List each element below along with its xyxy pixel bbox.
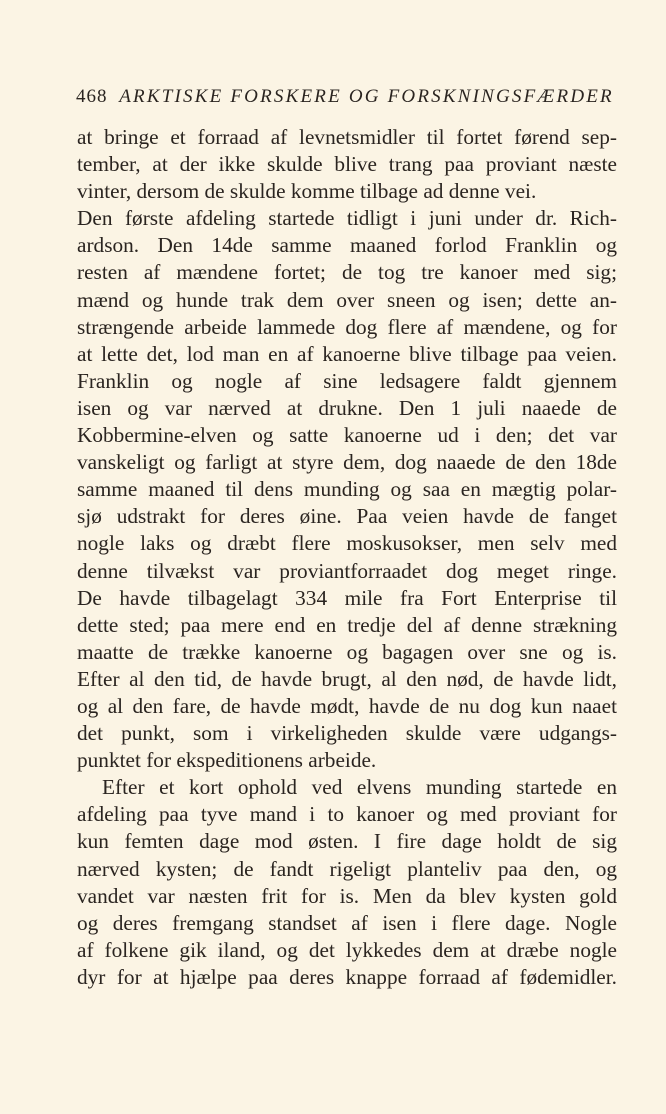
page-number: 468 <box>76 86 108 107</box>
text-line: sjø udstrakt for deres øine. Paa veien havde de fanget <box>77 504 617 529</box>
text-line: vandet var næsten frit for is. Men da blev kysten gold <box>77 883 617 908</box>
text-line: Den første afdeling startede tidligt i juni under dr. Rich- <box>77 206 617 231</box>
text-line: at bringe et forraad af levnetsmidler til fortet førend sep- <box>77 125 617 149</box>
text-line: at lette det, lod man en af kanoerne blive tilbage paa veien. <box>77 341 617 366</box>
text-line: og al den fare, de havde mødt, havde de nu dog kun naaet <box>77 693 617 718</box>
text-line: af folkene gik iland, og det lykkedes dem at dræbe nogle <box>77 937 617 962</box>
text-line: nærved kysten; de fandt rigeligt planteliv paa den, og <box>77 856 617 881</box>
text-line: mænd og hunde trak dem over sneen og isen; dette an- <box>77 287 617 312</box>
text-line: Efter et kort ophold ved elvens munding startede en <box>102 775 617 800</box>
text-line: Franklin og nogle af sine ledsagere faldt gjennem <box>77 368 617 393</box>
text-line: afdeling paa tyve mand i to kanoer og med proviant for <box>77 802 617 827</box>
text-line: isen og var nærved at drukne. Den 1 juli naaede de <box>77 395 617 420</box>
text-line: dyr for at hjælpe paa deres knappe forraad af fødemidler. <box>77 964 617 989</box>
text-line: Efter al den tid, de havde brugt, al den nød, de havde lidt, <box>77 666 617 691</box>
text-line: tember, at der ikke skulde blive trang paa proviant næste <box>77 152 617 177</box>
text-line: denne tilvækst var proviantforraadet dog meget ringe. <box>77 558 617 583</box>
text-line: punktet for ekspeditionens arbeide. <box>77 748 377 773</box>
text-line: det punkt, som i virkeligheden skulde være udgangs- <box>77 721 617 746</box>
text-line: og deres fremgang standset af isen i flere dage. Nogle <box>77 910 617 935</box>
text-line: ardson. Den 14de samme maaned forlod Franklin og <box>77 233 617 258</box>
text-line: De havde tilbagelagt 334 mile fra Fort Enterprise til <box>77 585 617 610</box>
body-text <box>77 124 617 991</box>
text-line: strængende arbeide lammede dog flere af mændene, og for <box>77 314 617 339</box>
text-line: vanskeligt og farligt at styre dem, dog naaede de den 18de <box>77 450 617 475</box>
text-line: Kobbermine-elven og satte kanoerne ud i den; det var <box>77 423 617 448</box>
running-title: ARKTISKE FORSKERE OG FORSKNINGSFÆRDER <box>119 86 614 107</box>
text-line: nogle laks og dræbt flere moskusokser, men selv med <box>77 531 617 556</box>
text-line: resten af mændene fortet; de tog tre kanoer med sig; <box>77 260 617 285</box>
text-line: dette sted; paa mere end en tredje del af denne strækning <box>77 612 617 637</box>
text-line: samme maaned til dens munding og saa en mægtig polar- <box>77 477 617 502</box>
text-line: vinter, dersom de skulde komme tilbage ad denne vei. <box>77 179 537 204</box>
text-line: kun femten dage mod østen. I fire dage holdt de sig <box>77 829 617 854</box>
text-line: maatte de trække kanoerne og bagagen over sne og is. <box>77 639 617 664</box>
running-header <box>76 86 616 108</box>
